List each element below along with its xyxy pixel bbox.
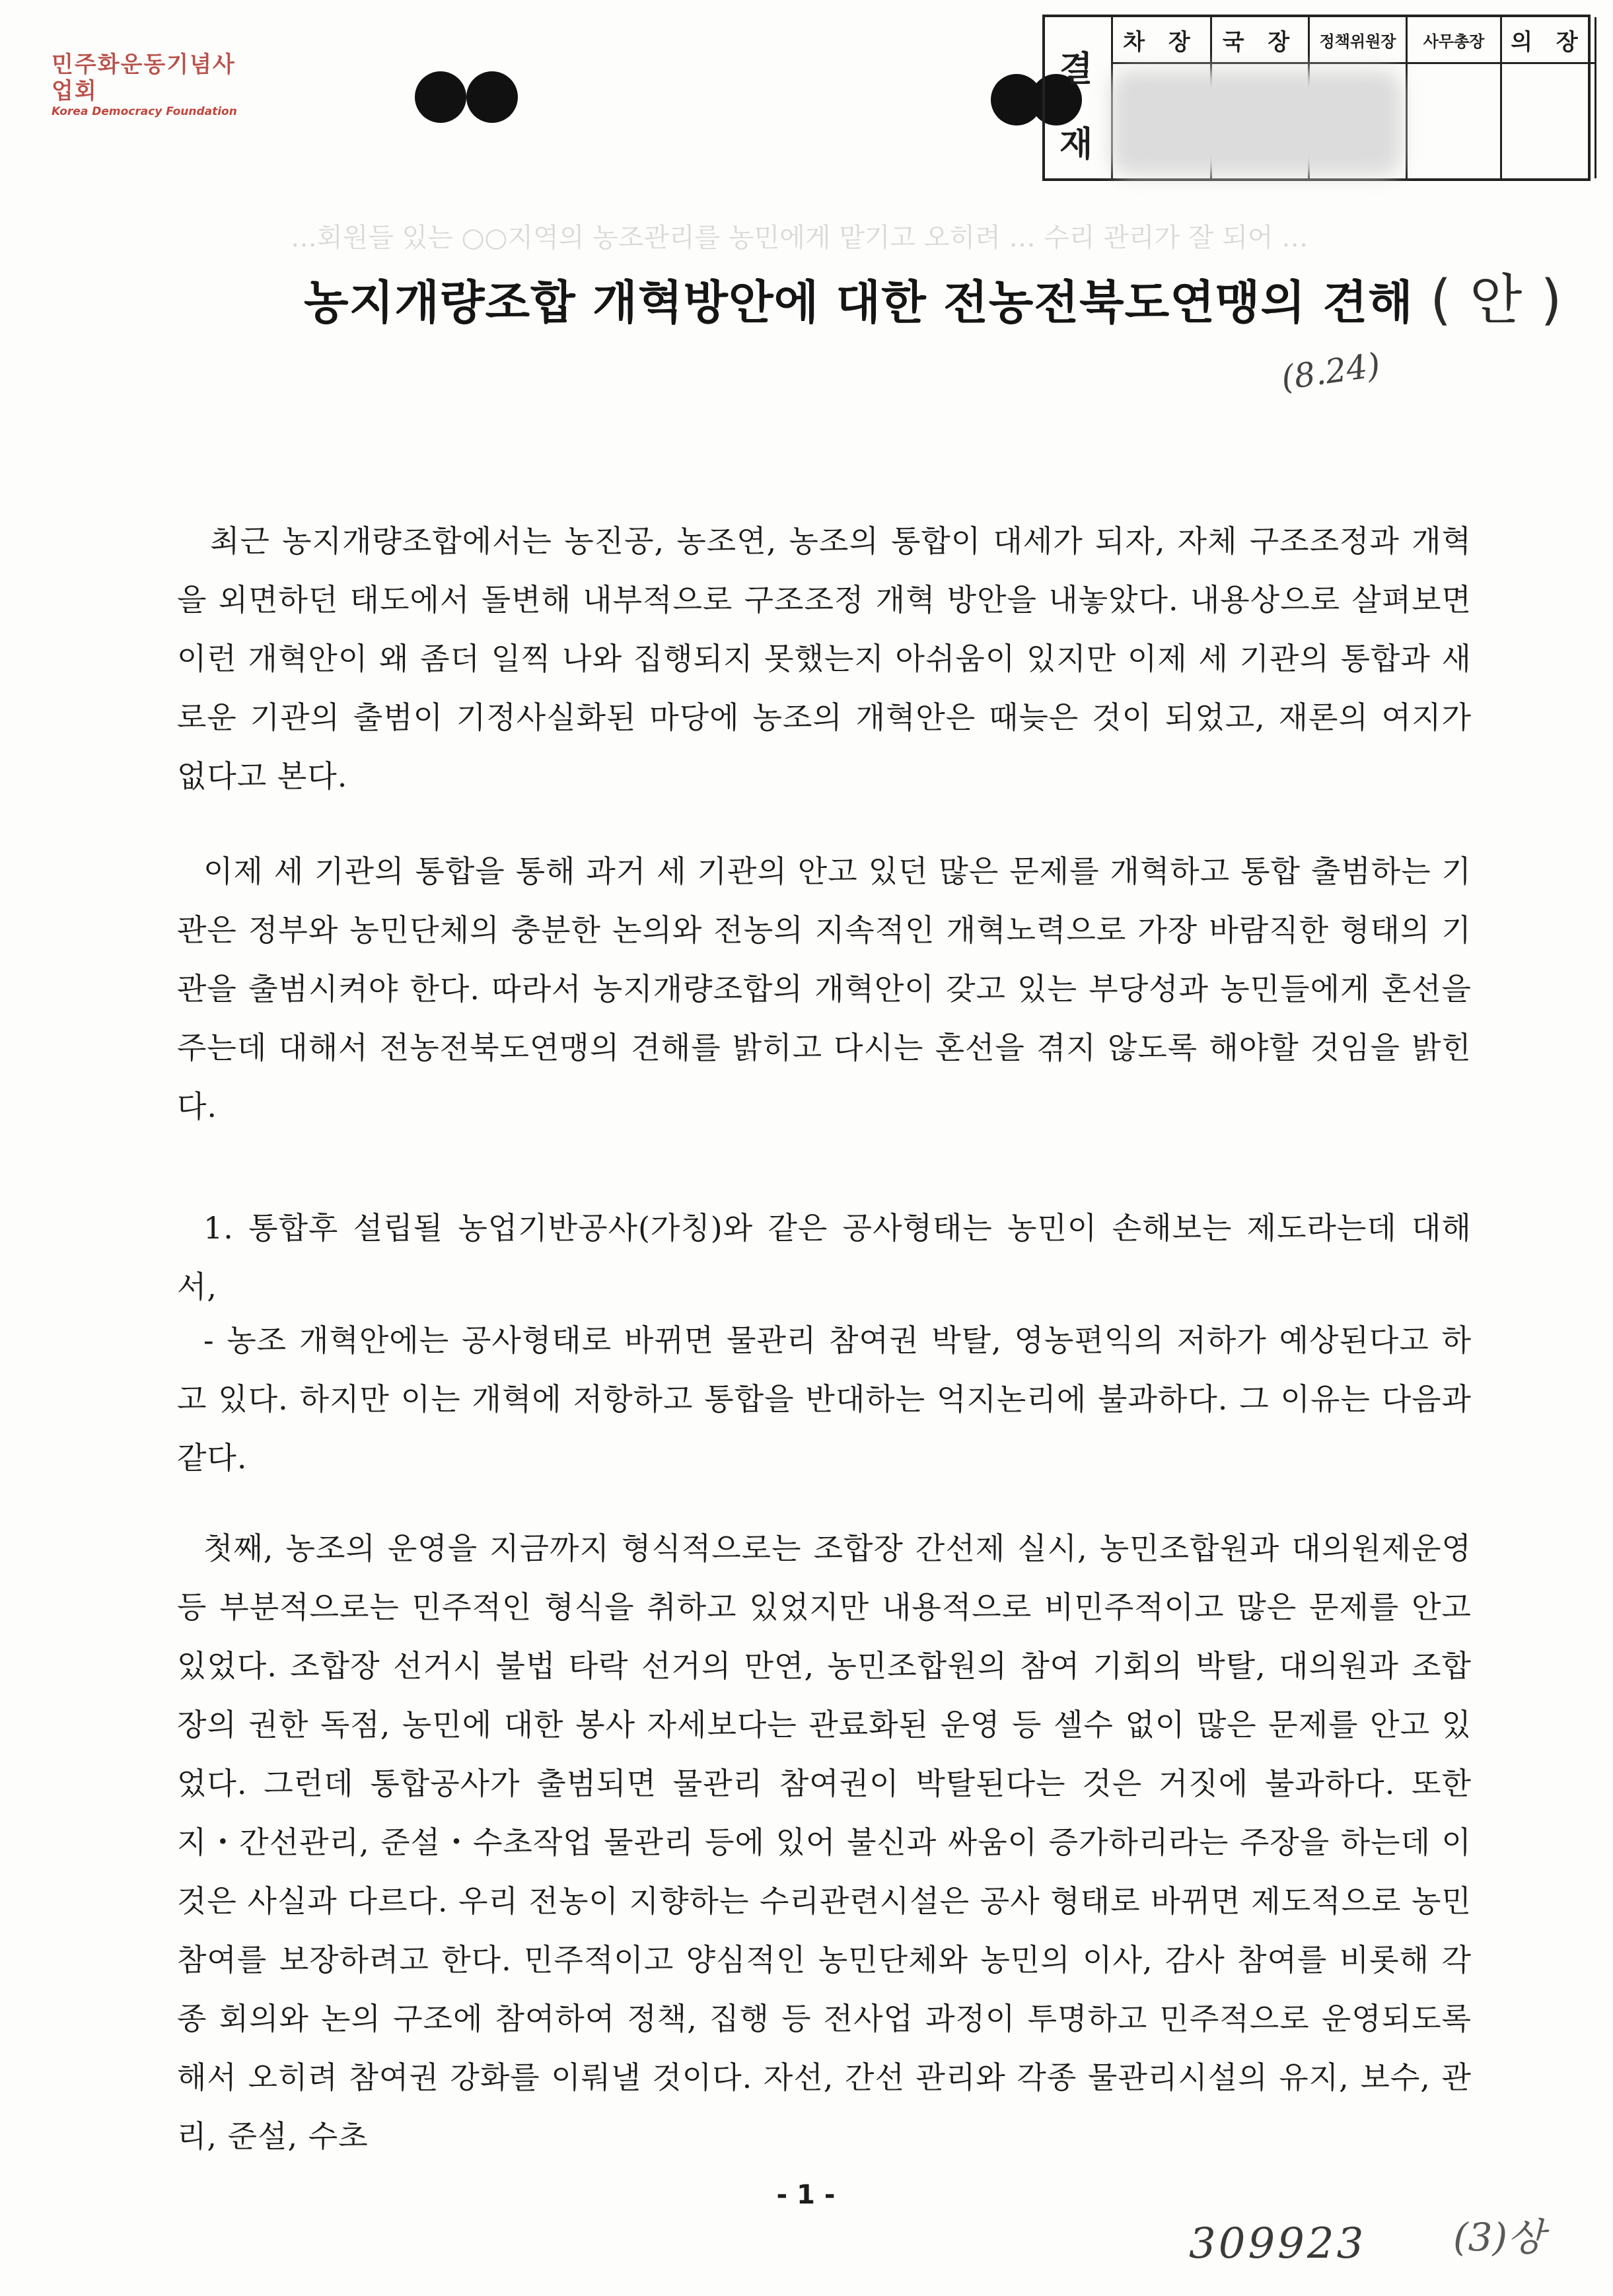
title-draft-mark: ( 안 ): [1430, 269, 1563, 332]
handwritten-archive-number: 309923: [1189, 2219, 1367, 2268]
approval-label-chair: 의 장: [1502, 17, 1595, 64]
approval-col-chair: [1502, 17, 1596, 178]
approval-label-secretary-general: 사무총장: [1408, 17, 1500, 64]
paragraph-first-reason: 첫째, 농조의 운영을 지금까지 형식적으로는 조합장 간선제 실시, 농민조합원과 대의원제운영 등 부분적으로는 민주적인 형식을 취하고 있었지만 내용적으로 비민주적이고 많은 문제를 안고 있었다. 조합장 선거시 불법 타락 선거의 만연, 농민조합원의 참여 기회의 박탈, 대의원과 조합장의 권한 독점, 농민에 대한 봉사 자세보다는 관료화된 운영 등 셀수 없이 많은 문제를 안고 있었다. 그런데 통합공사가 출범되면 물관리 참여권이 박탈된다는 것은 거짓에 불과하다. 또한 지・간선관리, 준설・수초작업 물관리 등에 있어 불신과 싸움이 증가하리라는 주장을 하는데 이것은 사실과 다르다. 우리 전농이 지향하는 수리관련시설은 공사 형태로 바뀌면 제도적으로 농민참여를 보장하려고 한다. 민주적이고 양심적인 농민단체와 농민의 이사, 감사 참여를 비롯해 각종 회의와 논의 구조에 참여하여 정책, 집행 등 전사업 과정이 투명하고 민주적으로 운영되도록 해서 오히려 참여권 강화를 이뤄낼 것이다. 자선, 간선 관리와 각종 물관리시설의 유지, 보수, 관리, 준설, 수초: [177, 1530, 1472, 2154]
redacted-signatures: [1111, 70, 1402, 176]
handwritten-mark: (3)상: [1453, 2215, 1545, 2260]
title-main: 농지개량조합 개혁방안에 대한 전농전북도연맹의 견해: [304, 275, 1414, 330]
punch-hole-left-b: [466, 71, 518, 123]
page-number: - 1 -: [776, 2180, 836, 2210]
paragraph-position: 이제 세 기관의 통합을 통해 과거 세 기관의 안고 있던 많은 문제를 개혁하고 통합 출범하는 기관은 정부와 농민단체의 충분한 논의와 전농의 지속적인 개혁노력으로 가장 바람직한 형태의 기관을 출범시켜야 한다. 따라서 농지개량조합의 개혁안이 갖고 있는 부당성과 농민들에게 혼선을 주는데 대해서 전농전북도연맹의 견해를 밝히고 다시는 혼선을 겪지 않도록 해야할 것임을 밝힌다.: [177, 853, 1472, 1124]
approval-label-deputy: 차 장: [1111, 17, 1210, 64]
paragraph-counterargument: - 농조 개혁안에는 공사형태로 바뀌면 물관리 참여권 박탈, 영농편익의 저하가 예상된다고 하고 있다. 하지만 이는 개혁에 저항하고 통합을 반대하는 억지논리에 불과하다. 그 이유는 다음과 같다.: [177, 1322, 1472, 1476]
handwritten-date: (8.24): [1279, 345, 1383, 398]
approval-header-char-2: 재: [1059, 125, 1093, 164]
approval-label-policy-chair: 정책위원장: [1310, 17, 1406, 64]
approval-header: [1045, 17, 1113, 178]
show-through-text: …회원들 있는 ○○지역의 농조관리를 농민에게 맡기고 오히려 … 수리 관리가 잘 되어 …: [291, 223, 1308, 253]
approval-col-secretary-general: [1408, 17, 1502, 178]
paragraph-intro: 최근 농지개량조합에서는 농진공, 농조연, 농조의 통합이 대세가 되자, 자체 구조조정과 개혁을 외면하던 태도에서 돌변해 내부적으로 구조조정 개혁 방안을 내놓았다. 내용상으로 살펴보면 이런 개혁안이 왜 좀더 일찍 나와 집행되지 못했는지 아쉬움이 있지만 이제 세 기관의 통합과 새로운 기관의 출범이 기정사실화된 마당에 농조의 개혁안은 때늦은 것이 되었고, 재론의 여지가 없다고 본다.: [177, 523, 1472, 794]
punch-hole-left-a: [415, 71, 466, 123]
foundation-logo: [52, 52, 250, 118]
section-heading-1: 1. 통합후 설립될 농업기반공사(가칭)와 같은 공사형태는 농민이 손해보는 제도라는데 대해서,: [177, 1210, 1472, 1305]
logo-english: Korea Democracy Foundation: [52, 105, 237, 118]
document-title: [304, 264, 1563, 337]
logo-korean: 민주화운동기념사업회: [52, 52, 236, 104]
approval-header-char-1: 결: [1059, 50, 1093, 89]
approval-label-director: 국 장: [1212, 17, 1308, 64]
approval-box: [1042, 15, 1591, 181]
